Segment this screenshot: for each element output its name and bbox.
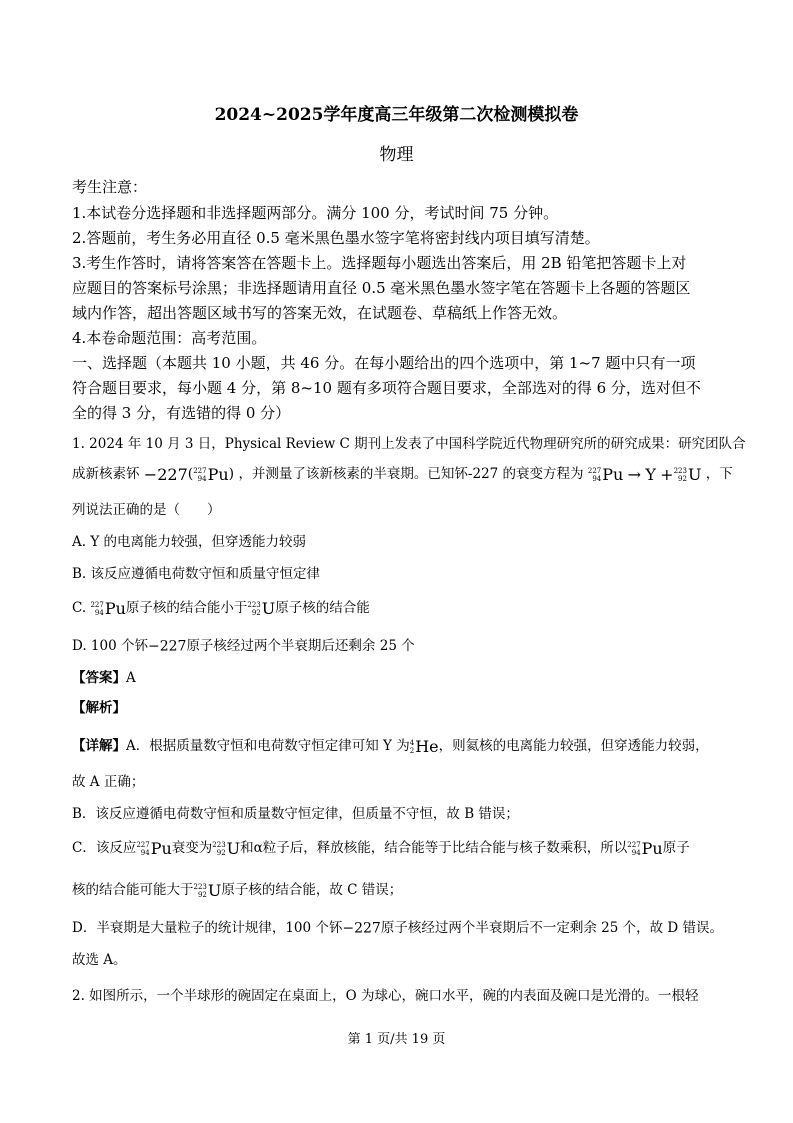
q1-detail-a-line-2: 故 A 正确； bbox=[72, 774, 145, 790]
decay-equation bbox=[588, 465, 702, 484]
detail-c-suffix: 原子 bbox=[662, 840, 690, 856]
mass-number: 223 bbox=[673, 466, 687, 475]
mass-number: 227 bbox=[90, 600, 104, 609]
minus-227-text: −227 bbox=[342, 920, 381, 937]
pu-symbol: Pu bbox=[104, 599, 126, 618]
y-symbol: Y bbox=[645, 465, 656, 484]
atomic-number: 92 bbox=[197, 890, 207, 899]
nuclide-pu bbox=[90, 599, 125, 618]
detail-c-middle-2: 和α粒子后，释放核能，结合能等于比结合能与核子数乘积，所以 bbox=[240, 840, 628, 856]
u-symbol: U bbox=[207, 881, 222, 900]
option-c-suffix: 原子核的结合能 bbox=[275, 600, 370, 616]
exam-title: 2024~2025学年度高三年级第二次检测模拟卷 bbox=[214, 105, 579, 125]
notice-item-1: 1.本试卷分选择题和非选择题两部分。满分 100 分，考试时间 75 分钟。 bbox=[72, 204, 559, 222]
pu-symbol: Pu bbox=[641, 839, 663, 858]
option-d-prefix: D. 100 个钚 bbox=[72, 638, 148, 654]
pu-symbol: Pu bbox=[150, 839, 172, 858]
option-c-prefix: C. bbox=[72, 600, 87, 616]
u-symbol: U bbox=[226, 839, 241, 858]
atomic-number: 94 bbox=[140, 848, 150, 857]
section-1-line-1: 一、选择题（本题共 10 小题，共 46 分。在每小题给出的四个选项中，第 1~7 题中只有一项 bbox=[72, 354, 696, 372]
q1-analysis-label: 【解析】 bbox=[72, 700, 126, 716]
page-number: 第 1 页/共 19 页 bbox=[347, 1032, 446, 1047]
q1-detail-c bbox=[72, 836, 690, 858]
atomic-number: 94 bbox=[94, 608, 104, 617]
q1-option-d bbox=[72, 634, 415, 655]
mass-number: 223 bbox=[193, 882, 207, 891]
nuclide-pu bbox=[627, 839, 662, 858]
detail-label: 【详解】 bbox=[72, 738, 126, 754]
nuclide-he bbox=[410, 737, 439, 756]
q2-stem-line-1: 2. 如图所示，一个半球形的碗固定在桌面上，O 为球心，碗口水平，碗的内表面及碗口是光滑的。一根轻 bbox=[72, 988, 699, 1004]
detail-c-prefix: C．该反应 bbox=[72, 840, 137, 856]
arrow-icon: → bbox=[627, 465, 642, 484]
q1-detail-d bbox=[72, 916, 723, 937]
atomic-number: 92 bbox=[216, 848, 226, 857]
atomic-number: 92 bbox=[251, 608, 261, 617]
notice-item-3-line-3: 域内作答，超出答题区域书写的答案无效，在试题卷、草稿纸上作答无效。 bbox=[72, 304, 568, 322]
atomic-number: 94 bbox=[631, 848, 641, 857]
detail-d-suffix: 原子核经过两个半衰期后不一定剩余 25 个，故 D 错误。 bbox=[380, 920, 724, 936]
q1-stem-line-2-mid: ，并测量了该新核素的半衰期。已知钚-227 的衰变方程为 bbox=[238, 466, 584, 482]
nuclide-pu227-label: −227( 227 94 Pu) bbox=[143, 465, 235, 484]
q1-stem-line-3: 列说法正确的是（ ） bbox=[72, 502, 221, 518]
mass-number: 227 bbox=[136, 840, 150, 849]
detail-c-line-2-suffix: 原子核的结合能，故 C 错误； bbox=[221, 882, 403, 898]
he-symbol: He bbox=[415, 737, 439, 756]
detail-c-line-2-prefix: 核的结合能可能大于 bbox=[72, 882, 194, 898]
atomic-number: 92 bbox=[678, 474, 687, 483]
nuclide-pu bbox=[136, 839, 171, 858]
pu-symbol: Pu bbox=[602, 465, 624, 484]
minus-227-text: −227 bbox=[143, 465, 188, 484]
q1-detail-c-line-2 bbox=[72, 878, 402, 900]
option-d-suffix: 原子核经过两个半衰期后还剩余 25 个 bbox=[186, 638, 415, 654]
nuclide-u bbox=[247, 599, 275, 618]
atomic-number: 94 bbox=[592, 474, 602, 483]
detail-c-middle-1: 衰变为 bbox=[171, 840, 213, 856]
option-c-middle: 原子核的结合能小于 bbox=[125, 600, 248, 616]
q1-stem-line-2 bbox=[72, 462, 733, 484]
notice-item-4: 4.本卷命题范围：高考范围。 bbox=[72, 329, 267, 347]
q1-stem-line-1: 1. 2024 年 10 月 3 日，Physical Review C 期刊上发表了中国科学院近代物理研究所的研究成果：研究团队合 bbox=[72, 436, 746, 452]
section-1-line-3: 全的得 3 分，有选错的得 0 分） bbox=[72, 404, 291, 422]
minus-227-text: −227 bbox=[147, 638, 187, 655]
subject-title: 物理 bbox=[379, 145, 414, 165]
notice-item-3-line-1: 3.考生作答时，请将答案答在答题卡上。选择题每小题选出答案后，用 2B 铅笔把答题卡上对 bbox=[72, 254, 687, 272]
plus-sign: + bbox=[660, 465, 674, 484]
atomic-number: 2 bbox=[409, 746, 415, 755]
notice-item-2: 2.答题前，考生务必用直径 0.5 毫米黑色墨水签字笔将密封线内项目填写清楚。 bbox=[72, 229, 600, 247]
section-1-line-2: 符合题目要求，每小题 4 分，第 8~10 题有多项符合题目要求，全部选对的得 6 分，选对但不 bbox=[72, 379, 701, 397]
q1-detail-a bbox=[72, 734, 709, 756]
mass-number: 223 bbox=[212, 840, 226, 849]
q1-conclusion: 故选 A。 bbox=[72, 952, 127, 968]
u-symbol: U bbox=[261, 599, 276, 618]
q1-option-c bbox=[72, 596, 370, 618]
u-symbol: U bbox=[687, 465, 702, 484]
q1-stem-line-2-pre: 成新核素钚 bbox=[72, 466, 140, 482]
nuclide-u bbox=[212, 839, 240, 858]
detail-a-prefix: A．根据质量数守恒和电荷数守恒定律可知 Y 为 bbox=[126, 738, 410, 754]
pu-symbol: Pu bbox=[207, 465, 229, 484]
q1-answer bbox=[72, 666, 136, 686]
mass-number: 227 bbox=[193, 466, 207, 475]
atomic-number: 94 bbox=[197, 474, 207, 483]
notice-heading: 考生注意： bbox=[72, 178, 148, 196]
notice-item-3-line-2: 应题目的答案标号涂黑；非选择题请用直径 0.5 毫米黑色墨水签字笔在答题卡上各题的答题区 bbox=[72, 279, 691, 297]
nuclide-u bbox=[194, 881, 222, 900]
detail-a-suffix: ，则氦核的电离能力较强，但穿透能力较弱， bbox=[438, 738, 709, 754]
mass-number: 223 bbox=[247, 600, 261, 609]
answer-value: A bbox=[126, 670, 136, 686]
mass-number: 227 bbox=[587, 466, 602, 475]
q1-option-a: A. Y 的电离能力较强，但穿透能力较弱 bbox=[72, 534, 307, 550]
answer-label: 【答案】 bbox=[72, 670, 126, 686]
q1-option-b: B. 该反应遵循电荷数守恒和质量守恒定律 bbox=[72, 566, 321, 582]
q1-detail-b: B．该反应遵循电荷数守恒和质量数守恒定律，但质量不守恒，故 B 错误； bbox=[72, 806, 519, 822]
mass-number: 4 bbox=[409, 738, 415, 747]
mass-number: 227 bbox=[627, 840, 641, 849]
q1-stem-line-2-post: ，下 bbox=[705, 466, 733, 482]
detail-d-prefix: D．半衰期是大量粒子的统计规律，100 个钚 bbox=[72, 920, 343, 936]
